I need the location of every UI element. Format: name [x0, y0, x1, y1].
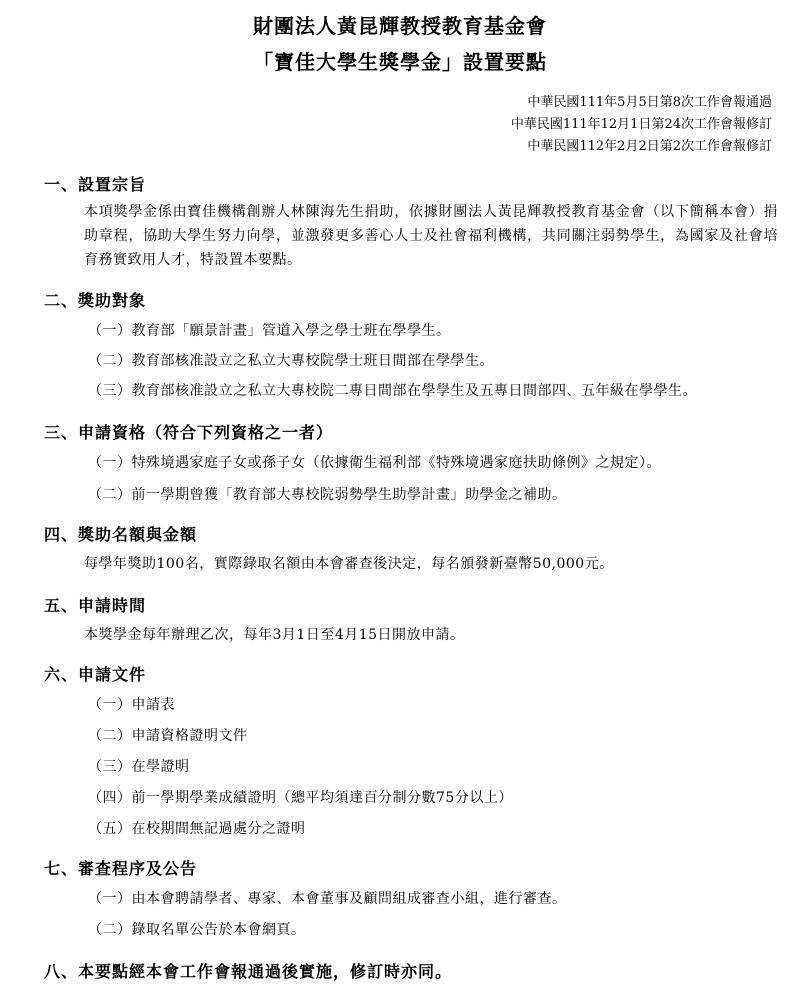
list-item: （二）錄取名單公告於本會網頁。: [88, 922, 306, 938]
section-heading-application-period: 五、申請時間: [44, 596, 147, 615]
list-item: （三）教育部核准設立之私立大專校院二專日間部在學學生及五專日間部四、五年級在學學生。: [88, 383, 697, 399]
section-heading-documents: 六、申請文件: [44, 665, 147, 684]
list-item: （二）教育部核准設立之私立大專校院學士班日間部在學學生。: [88, 353, 494, 369]
section-heading-eligibility: 三、申請資格（符合下列資格之一者）: [44, 423, 334, 442]
section-heading-implementation: 八、本要點經本會工作會報通過後實施，修訂時亦同。: [44, 962, 453, 981]
list-item: （二）申請資格證明文件: [88, 728, 248, 744]
approval-line: 中華民國111年12月1日第24次工作會報修訂: [510, 117, 772, 132]
list-item: （一）特殊境遇家庭子女或孫子女（依據衛生福利部《特殊境遇家庭扶助條例》之規定）。: [88, 455, 661, 471]
section-body-application-period: 本獎學金每年辦理乙次，每年3月1日至4月15日開放申請。: [84, 627, 465, 643]
list-item: （二）前一學期曾獲「教育部大專校院弱勢學生助學計畫」助學金之補助。: [88, 487, 567, 503]
list-item: （一）由本會聘請學者、專家、本會董事及顧問組成審查小組，進行審查。: [88, 891, 567, 907]
section-body-quota-amount: 每學年獎助100名，實際錄取名額由本會審查後決定，每名頒發新臺幣50,000元。: [84, 556, 614, 572]
section-body-purpose: 本項獎學金係由寶佳機構創辦人林陳海先生捐助，依據財團法人黃昆輝教授教育基金會（以下簡稱本會）捐助章程，協助大學生努力向學，並激發更多善心人士及社會福利機構，共同關注弱勢學生，為國家及社會培育務實致用人才，特設置本要點。: [84, 204, 778, 268]
section-heading-review-process: 七、審查程序及公告: [44, 859, 198, 878]
section-heading-purpose: 一、設置宗旨: [44, 175, 147, 194]
list-item: （五）在校期間無記過處分之證明: [88, 821, 306, 837]
list-item: （一）申請表: [88, 697, 175, 713]
list-item: （四）前一學期學業成績證明（總平均須達百分制分數75分以上）: [88, 790, 513, 806]
section-heading-recipients: 二、獎助對象: [44, 291, 147, 310]
section-heading-quota-amount: 四、獎助名額與金額: [44, 525, 198, 544]
approval-history: [511, 92, 772, 158]
approval-line: 中華民國111年5月5日第8次工作會報通過: [527, 95, 772, 110]
document-subtitle: 「寶佳大學生獎學金」設置要點: [253, 50, 547, 74]
list-item: （三）在學證明: [88, 759, 190, 775]
document-title: 財團法人黃昆輝教授教育基金會: [253, 14, 547, 38]
list-item: （一）教育部「願景計畫」管道入學之學士班在學學生。: [88, 323, 451, 339]
approval-line: 中華民國112年2月2日第2次工作會報修訂: [527, 139, 772, 154]
